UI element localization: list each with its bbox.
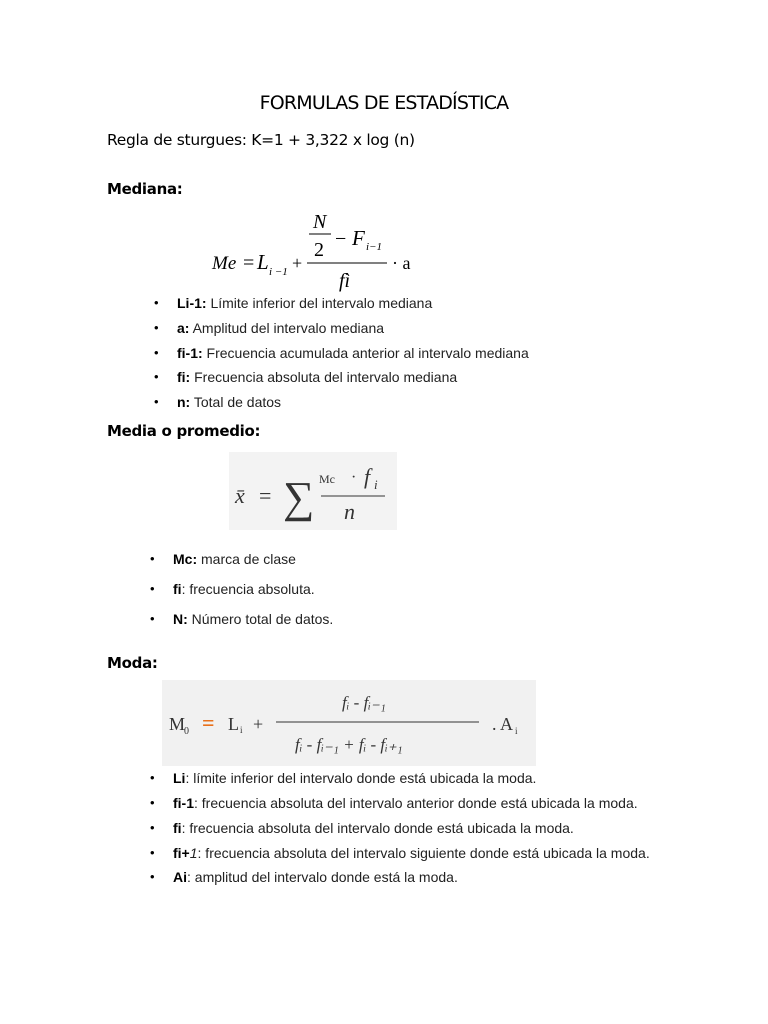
mediana-two: 2 (314, 239, 324, 261)
media-mc: Mc (319, 472, 335, 486)
list-item: • fi: Frecuencia absoluta del intervalo mediana (154, 369, 458, 385)
mediana-minus: − (335, 228, 347, 250)
list-item: • Li-1: Límite inferior del intervalo mediana (154, 295, 433, 311)
mediana-F: F (352, 226, 365, 250)
sturges-label: Regla de sturgues: (107, 131, 252, 149)
moda-formula (162, 680, 536, 766)
list-item: • fi+1: frecuencia absoluta del intervalo siguiente donde está ubicada la moda. (150, 845, 650, 861)
media-lhs: x̄ (235, 483, 245, 508)
media-dot: · (351, 469, 357, 486)
list-item: • n: Total de datos (154, 394, 282, 410)
mediana-plus: + (292, 253, 303, 273)
page-title: FORMULAS DE ESTADÍSTICA (259, 92, 509, 114)
media-eq: = (259, 483, 272, 508)
sum-icon: ∑ (283, 473, 315, 522)
moda-A: . A (492, 714, 514, 734)
moda-num: fᵢ - fᵢ₋₁ (342, 693, 386, 712)
mediana-F-sub: i−1 (366, 241, 382, 253)
mediana-formula (205, 205, 425, 295)
media-heading: Media o promedio: (107, 422, 261, 440)
media-den: n (344, 499, 355, 524)
list-item: • a: Amplitud del intervalo mediana (154, 320, 385, 336)
mediana-lhs: Me (212, 253, 237, 274)
moda-plus: + (253, 714, 264, 734)
media-formula (229, 452, 397, 530)
list-item: • fi-1: frecuencia absoluta del intervalo anterior donde está ubicada la moda. (150, 795, 638, 811)
list-item: • fi-1: Frecuencia acumulada anterior al intervalo mediana (154, 345, 529, 361)
list-item: • Mc: marca de clase (150, 551, 296, 567)
moda-A-sub: i (515, 726, 518, 736)
mediana-den: fì (339, 270, 351, 292)
moda-M: M (169, 714, 186, 734)
moda-heading: Moda: (107, 654, 158, 672)
sturges-rule (107, 131, 415, 149)
mediana-N: N (313, 211, 327, 233)
list-item: • fi: frecuencia absoluta. (150, 581, 315, 597)
moda-M-sub: 0 (184, 726, 189, 737)
media-f-sub: i (374, 477, 378, 492)
mediana-eq: = (243, 252, 255, 274)
moda-eq: = (202, 710, 215, 735)
mediana-heading: Mediana: (107, 180, 183, 198)
list-item: • fi: frecuencia absoluta del intervalo donde está ubicada la moda. (150, 820, 574, 836)
list-item: • Ai: amplitud del intervalo donde está la moda. (150, 869, 458, 885)
moda-den: fᵢ - fᵢ₋₁ + fᵢ - fᵢ₊₁ (295, 735, 403, 754)
media-f: f (364, 464, 371, 489)
sturges-formula: K=1 + 3,322 x log (n) (251, 131, 415, 149)
list-item: • N: Número total de datos. (150, 611, 334, 627)
mediana-L-sub: i −1 (269, 266, 288, 278)
list-item: • Li: límite inferior del intervalo donde está ubicada la moda. (150, 770, 537, 786)
moda-L-sub: i (240, 725, 243, 735)
moda-L: L (228, 714, 239, 734)
mediana-L: L (257, 250, 269, 274)
mediana-dot-a: · a (392, 253, 411, 273)
